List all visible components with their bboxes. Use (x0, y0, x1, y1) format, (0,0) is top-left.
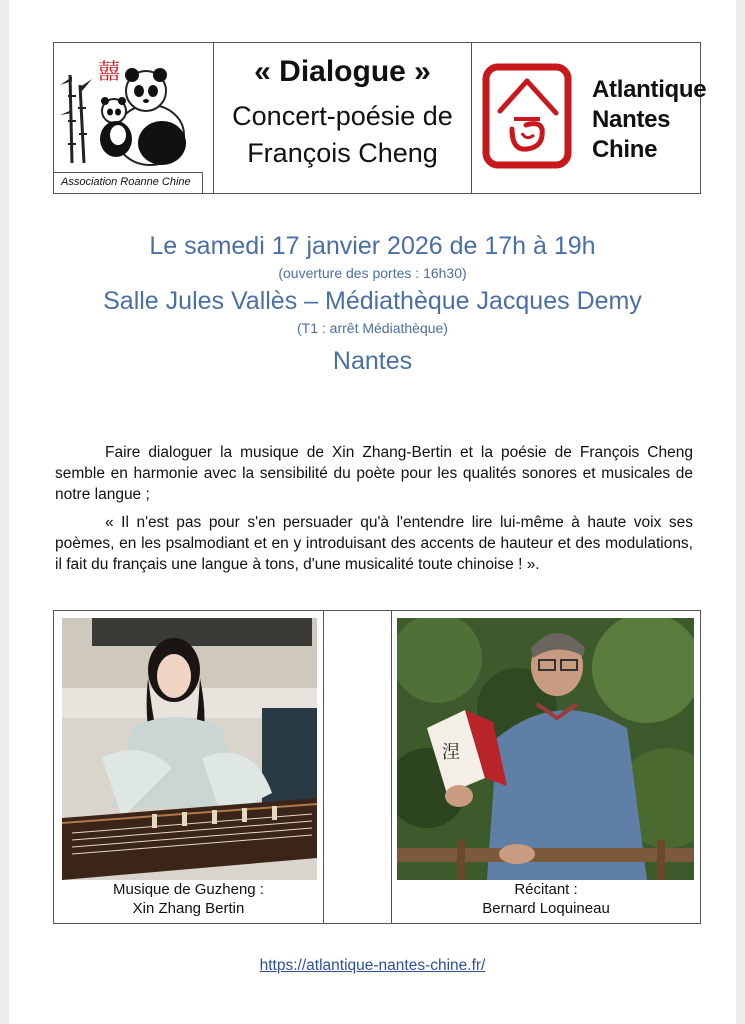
svg-text:囍: 囍 (98, 60, 121, 85)
description-paragraph-2: « Il n'est pas pour s'en persuader qu'à l'entendre lire lui-même à haute voix ses poèmes, en les psalmodiant et en y introduisant des accents de hauteur et des modulations, il fait du français une langue à tons, d'une musicalité toute chinoise ! ». (55, 514, 693, 573)
reciter-cell (392, 611, 700, 923)
event-date: Le samedi 17 janvier 2026 de 17h à 19h (149, 232, 596, 260)
svg-text:涅: 涅 (442, 742, 460, 763)
event-venue: Salle Jules Vallès – Médiathèque Jacques Demy (103, 287, 642, 315)
reciter-photo (397, 618, 694, 880)
association-logo-cell (54, 43, 214, 193)
organizer-logo-cell (472, 43, 707, 193)
association-label-box (53, 172, 203, 194)
organizer-name-line1: Atlantique (592, 76, 707, 103)
association-label: Association Roanne Chine (61, 176, 191, 188)
musician-role: Musique de Guzheng : (113, 881, 264, 898)
doors-opening: (ouverture des portes : 16h30) (278, 265, 467, 281)
header-table (53, 42, 707, 194)
website-link[interactable]: https://atlantique-nantes-chine.fr/ (259, 957, 486, 974)
musician-cell (54, 611, 324, 923)
description-paragraph-1: Faire dialoguer la musique de Xin Zhang-Bertin et la poésie de François Cheng semble en harmonie avec la sensibilité du poète pour les qualités sonores et musicales de notre langue ; (55, 444, 693, 503)
flyer-page (9, 0, 736, 1024)
event-subtitle-line1: Concert-poésie de (232, 101, 453, 131)
event-city: Nantes (332, 347, 413, 375)
musician-photo (62, 618, 317, 880)
reciter-name: Bernard Loquineau (482, 900, 610, 917)
organizer-name (592, 75, 706, 165)
spacer-cell (324, 611, 392, 923)
musician-name: Xin Zhang Bertin (132, 900, 245, 917)
title-cell (214, 43, 472, 193)
organizer-name-line3: Chine (592, 136, 658, 163)
panda-logo (58, 55, 188, 167)
organizer-name-line2: Nantes (592, 106, 671, 133)
reciter-role: Récitant : (514, 881, 578, 898)
red-seal-logo (482, 63, 572, 169)
performers-table (53, 610, 701, 924)
transport-info: (T1 : arrêt Médiathèque) (297, 320, 448, 336)
event-title: « Dialogue » (254, 55, 431, 88)
event-subtitle-line2: François Cheng (247, 138, 438, 168)
